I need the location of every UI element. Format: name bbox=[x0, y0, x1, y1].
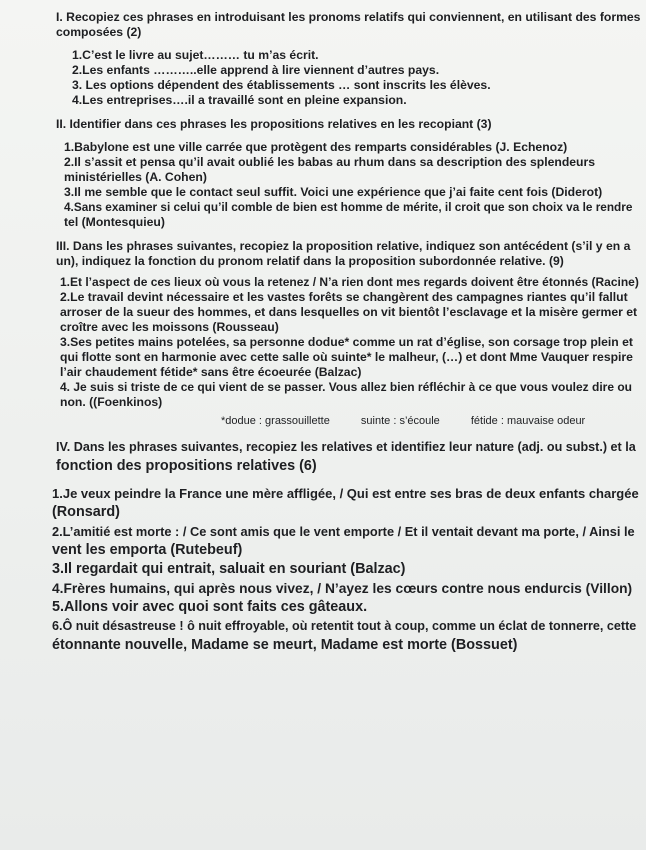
section-1-item-3: 3. Les options dépendent des établissements … sont inscrits les élèves. bbox=[72, 78, 491, 92]
section-2 bbox=[56, 117, 633, 230]
section-1 bbox=[56, 10, 641, 108]
section-3-heading-line-1: III. Dans les phrases suivantes, recopiez la proposition relative, indiquez son antécédent (s’il y en a bbox=[56, 239, 631, 253]
section-3-line-1: 1.Et l’aspect de ces lieux où vous la retenez / N’a rien dont mes regards doivent être étonnés (Racine) bbox=[60, 275, 639, 289]
section-2-items bbox=[64, 140, 633, 230]
section-4-heading-line-2: fonction des propositions relatives (6) bbox=[56, 458, 317, 474]
section-3-line-3: arroser de la sueur des hommes, et dans lesquelles on vit bientôt l’esclavage et la misère germer et bbox=[60, 305, 638, 319]
section-3-footnotes bbox=[221, 414, 616, 428]
section-1-item-4: 4.Les entreprises….il a travaillé sont en pleine expansion. bbox=[72, 93, 407, 107]
section-3-line-7: l’air chaudement fétide* sans être écoeurée (Balzac) bbox=[60, 365, 362, 379]
section-3-heading-line-2: un), indiquez la fonction du pronom relatif dans la proposition subordonnée relative. (9) bbox=[56, 254, 564, 268]
section-4-line-1: 1.Je veux peindre la France une mère affligée, / Qui est entre ses bras de deux enfants chargée bbox=[52, 486, 639, 501]
section-1-heading-line-2: composées (2) bbox=[56, 25, 142, 39]
section-2-line-2: 2.Il s’assit et pensa qu’il avait oublié les babas au rhum dans sa description des splendeurs bbox=[64, 155, 596, 169]
section-4-line-5: 3.Il regardait qui entrait, saluait en souriant (Balzac) bbox=[52, 561, 406, 577]
section-1-item-2: 2.Les enfants ………..elle apprend à lire viennent d’autres pays. bbox=[72, 63, 440, 77]
section-3-items bbox=[60, 275, 639, 410]
section-3-line-4: croître avec les moissons (Rousseau) bbox=[60, 320, 279, 334]
section-2-line-6: tel (Montesquieu) bbox=[64, 215, 165, 229]
section-1-items bbox=[72, 48, 616, 108]
section-3-line-5: 3.Ses petites mains potelées, sa personne dodue* comme un rat d’église, son corsage trop plein et bbox=[60, 335, 633, 349]
footnote-fetide: fétide : mauvaise odeur bbox=[470, 415, 586, 427]
section-4-line-2: (Ronsard) bbox=[52, 504, 120, 520]
section-3-line-6: qui flotte sont en harmonie avec cette salle où suinte* le malheur, (…) et dont Mme Vauquer respire bbox=[60, 350, 633, 364]
section-3-line-9: non. ((Foenkinos) bbox=[60, 395, 163, 409]
section-4-line-8: 6.Ô nuit désastreuse ! ô nuit effroyable, où retentit tout à coup, comme un éclat de tonnerre, cette bbox=[52, 619, 637, 633]
section-4-line-6: 4.Frères humains, qui après nous vivez, / N’ayez les cœurs contre nous endurcis (Villon) bbox=[52, 581, 633, 596]
section-3-line-8: 4. Je suis si triste de ce qui vient de se passer. Vous allez bien réfléchir à ce que vous voulez dire ou bbox=[60, 380, 632, 394]
section-4-items bbox=[52, 484, 639, 655]
section-2-line-1: 1.Babylone est une ville carrée que protègent des remparts considérables (J. Echenoz) bbox=[64, 140, 568, 154]
section-2-line-3: ministérielles (A. Cohen) bbox=[64, 170, 207, 184]
section-4-line-7: 5.Allons voir avec quoi sont faits ces gâteaux. bbox=[52, 599, 368, 615]
section-3-line-2: 2.Le travail devint nécessaire et les vastes forêts se changèrent des campagnes riantes qu’il fallut bbox=[60, 290, 628, 304]
section-1-item-1: 1.C’est le livre au sujet……… tu m’as écrit. bbox=[72, 48, 319, 62]
section-4-line-4: vent les emporta (Rutebeuf) bbox=[52, 542, 243, 558]
section-1-heading-line-1: I. Recopiez ces phrases en introduisant les pronoms relatifs qui conviennent, en utilisant des formes bbox=[56, 10, 641, 24]
section-4-heading-line-1: IV. Dans les phrases suivantes, recopiez les relatives et identifiez leur nature (adj. ou subst.) et la bbox=[56, 440, 636, 454]
footnote-dodue: *dodue : grassouillette bbox=[221, 415, 330, 427]
section-3 bbox=[56, 239, 639, 428]
section-4-line-3: 2.L’amitié est morte : / Ce sont amis que le vent emporte / Et il ventait devant ma porte, / Ainsi le bbox=[52, 524, 635, 539]
section-4-line-9: étonnante nouvelle, Madame se meurt, Madame est morte (Bossuet) bbox=[52, 637, 518, 653]
section-2-heading: II. Identifier dans ces phrases les propositions relatives en les recopiant (3) bbox=[56, 117, 492, 131]
section-2-line-4: 3.Il me semble que le contact seul suffit. Voici une expérience que j’ai faite cent fois (Diderot) bbox=[64, 185, 603, 199]
section-4 bbox=[52, 438, 639, 655]
footnote-suinte: suinte : s’écoule bbox=[360, 415, 440, 427]
section-2-line-5: 4.Sans examiner si celui qu’il comble de bien est homme de mérite, il croit que son choix va le rendre bbox=[64, 200, 633, 214]
